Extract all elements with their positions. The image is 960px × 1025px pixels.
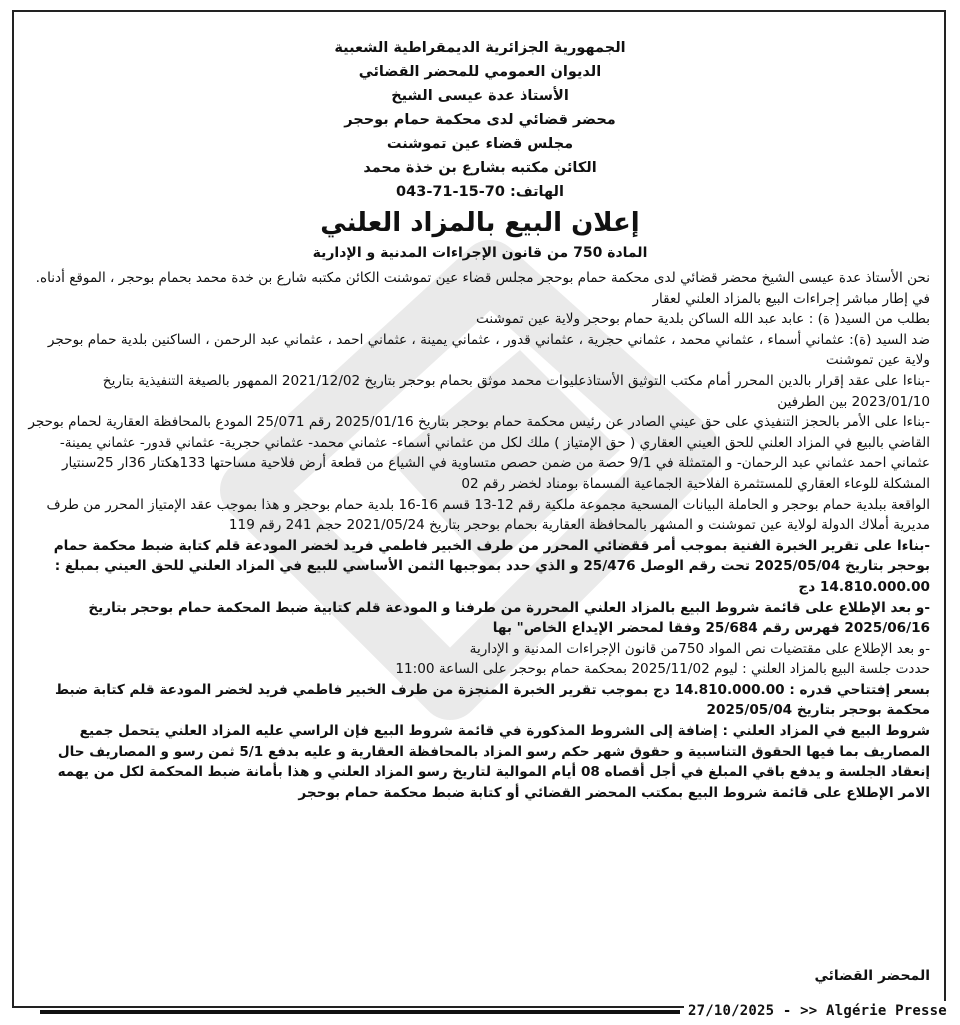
- paragraph-conditions-list: -و بعد الإطلاع على قائمة شروط البيع بالمزاد العلني المحررة من طرفنا و المودعة قلم كتابية ضبط المحكمة حمام بوحجر بتاريخ 2025/06/16 فهرس رقم 25/684 وفقا لمحضر الإيداع الخاص" بها: [88, 599, 930, 637]
- header-council: مجلس قضاء عين تموشنت: [386, 136, 574, 152]
- paragraph-framework: في إطار مباشر إجراءات البيع بالمزاد العلني لعقار: [652, 290, 930, 307]
- paragraph-expert-report: -بناءا على تقرير الخبرة الفنية بموجب أمر ققضائي المحرر من طرف الخبير فاطمي فريد لخضر المودعة قلم كتابة ضبط محكمة حمام بوحجر بتاريخ 2025/05/04 تحت رقم الوصل 25/476 و الذي حدد بموجبها الثمن الأساسي للبيع في المزاد العلني للحق العيني بمبلغ : 14.810.000.00 دج: [53, 537, 930, 595]
- paragraph-property-location: الواقعة ببلدية حمام بوحجر و الحاملة البيانات المسحية مجموعة ملكية رقم 12-13 قسم 16-16 بلدية حمام بوحجر و هذا بموجب عقد الإمتياز المحرر من طرف مديرية أملاك الدولة لولاية عين تموشنت و المشهر بالمحافظة العقارية بحمام بوحجر بتاريخ 2021/05/24 حجم 241 رقم 119: [46, 496, 930, 534]
- paragraph-seizure-order: -بناءا على الأمر بالحجز التنفيذي على حق عيني الصادر عن رئيس محكمة حمام بوحجر بتاريخ 2025/01/16 رقم 25/071 المودع بالمحافظة العقارية لحمام بوحجر القاضي بالبيع في المزاد العلني للحق العيني العقاري ( حق الإمتياز ) ملك لكل من عثماني أسماء- عثماني محمد- عثماني حجرية- عثماني قدور- عثماني يمينة- عثماني احمد عثماني عبد الرحمان- و المتمثلة في 9/1 حصة من ضمن حصص متساوية في الشياع من قطعة أرض فلاحية مساحتها 133هكتار 36ار 25سنتيار المشكلة للوعاء العقاري للمستثمرة الفلاحية الجماعية المسماة بومناد لخضر رقم 02: [28, 414, 930, 492]
- paragraph-intro: نحن الأستاذ عدة عيسى الشيخ محضر قضائي لدى محكمة حمام بوحجر مجلس قضاء عين تموشنت الكائن مكتبه شارع بن خدة محمد بحمام بوحجر ، الموقع أدناه.: [35, 270, 930, 286]
- header-address: الكائن مكتبه بشارع بن خذة محمد: [363, 160, 597, 176]
- paragraph-debt-deed: -بناءا على عقد إقرار بالدين المحرر أمام مكتب التوثيق الأستاذعليوات محمد موثق بحمام بوحجر بتاريخ 2021/12/02 الممهور بالصيغة التنفيذية بتاريخ 2023/01/10 بين الطرفين: [102, 372, 930, 410]
- paragraph-session-date: حددت جلسة البيع بالمزاد العلني : ليوم 2025/11/02 بمحكمة حمام بوحجر على الساعة 11:00: [395, 661, 930, 678]
- notice-title: إعلان البيع بالمزاد العلني: [320, 208, 640, 238]
- footer: [0, 1001, 960, 1021]
- footer-rule-left: [40, 1010, 680, 1014]
- notice-body: [26, 268, 930, 803]
- header-office: الديوان العمومي للمحضر القضائي: [358, 64, 602, 80]
- signature: المحضر القضائي: [814, 968, 930, 984]
- paragraph-sale-conditions: شروط البيع في المزاد العلني : إضافة إلى الشروط المذكورة في قائمة شروط البيع فإن الراسي عليه المزاد العلني يتحمل جميع المصاريف بما فيها الحقوق التناسبية و حقوق شهر حكم رسو المزاد بالمحافظة العقارية و عليه بدفع 5/1 ثمن رسو و المصاريف حال إنعقاد الجلسة و يدفع باقي المبلغ في أجل أقصاه 08 أيام الموالية لتاريخ رسو المزاد العلني و هذا بأمانة ضبط المحكمة لكل من يهمه الامر الإطلاع على قائمة شروط البيع بمكتب المحضر القضائي أو كتابة ضبط محكمة حمام بوحجر: [57, 723, 930, 801]
- header-court: محضر قضائي لدى محكمة حمام بوحجر: [344, 112, 616, 128]
- header-bailiff-name: الأستاذ عدة عيسى الشيخ: [391, 88, 569, 104]
- paragraph-applicant: بطلب من السيد( ة) : عابد عبد الله الساكن بلدية حمام بوحجر ولاية عين تموشنت: [476, 311, 930, 328]
- notice-article: المادة 750 من قانون الإجراءات المدنية و الإدارية: [312, 245, 648, 261]
- issuer-header: [0, 36, 960, 204]
- footer-date-source: 27/10/2025 - >> Algérie Presse: [684, 1001, 951, 1021]
- paragraph-opening-price: بسعر إفتتاحي قدره : 14.810.000.00 دج بموجب تقرير الخبرة المنجزة من طرف الخبير فاطمي فريد لخضر المودعة قلم كتابة ضبط محكمة بوحجر بتاريخ 2025/05/04: [54, 681, 930, 719]
- paragraph-defendants: ضد السيد (ة): عثماني أسماء ، عثماني محمد ، عثماني حجرية ، عثماني قدور ، عثماني يمينة ، عثماني احمد ، عثماني عبد الرحمن ، الساكنين بلدية حمام بوحجر ولاية عين تموشنت: [47, 331, 930, 369]
- header-phone: الهاتف: 70-15-71-043: [396, 184, 564, 200]
- paragraph-legal-basis: -و بعد الإطلاع على مقتضيات نص المواد 750من قانون الإجراءات المدنية و الإدارية: [469, 640, 930, 657]
- header-republic: الجمهورية الجزائرية الديمقراطية الشعبية: [334, 40, 626, 56]
